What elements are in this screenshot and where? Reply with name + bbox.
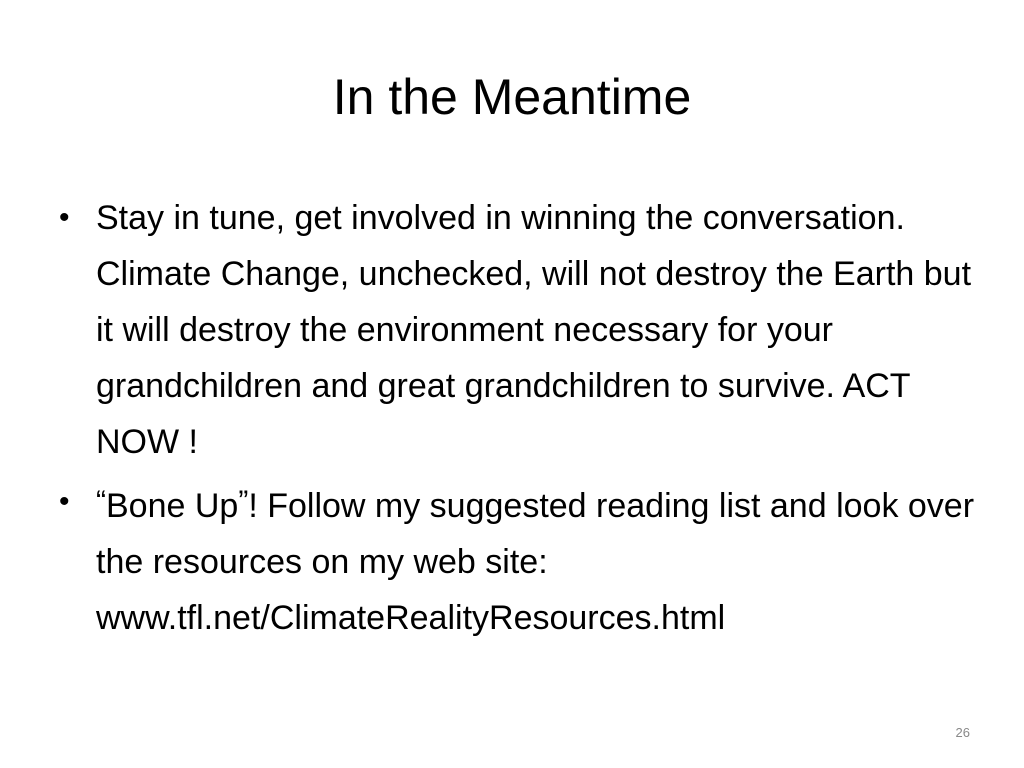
bullet-rest-text: ! Follow my suggested reading list and look over the resources on my web site: www.tfl.net/ClimateRealityResources.html [96,487,975,637]
bullet-icon: • [59,201,70,234]
bullet-list [56,190,981,650]
quoted-text: Bone Up [106,487,239,525]
bullet-icon: • [59,485,70,518]
page-number: 26 [955,725,970,740]
bullet-text [96,474,981,646]
slide-title: In the Meantime [332,69,692,125]
bullet-item-stay-in-tune [56,190,981,470]
bullet-text: Stay in tune, get involved in winning the conversation. Climate Change, unchecked, will not destroy the Earth but it will destroy the environment necessary for your grandchildren and great grandchildren to survive. ACT NOW ! [96,199,972,461]
open-quote: “ [96,485,106,518]
close-quote: ” [238,485,249,518]
bullet-item-bone-up [56,474,981,646]
